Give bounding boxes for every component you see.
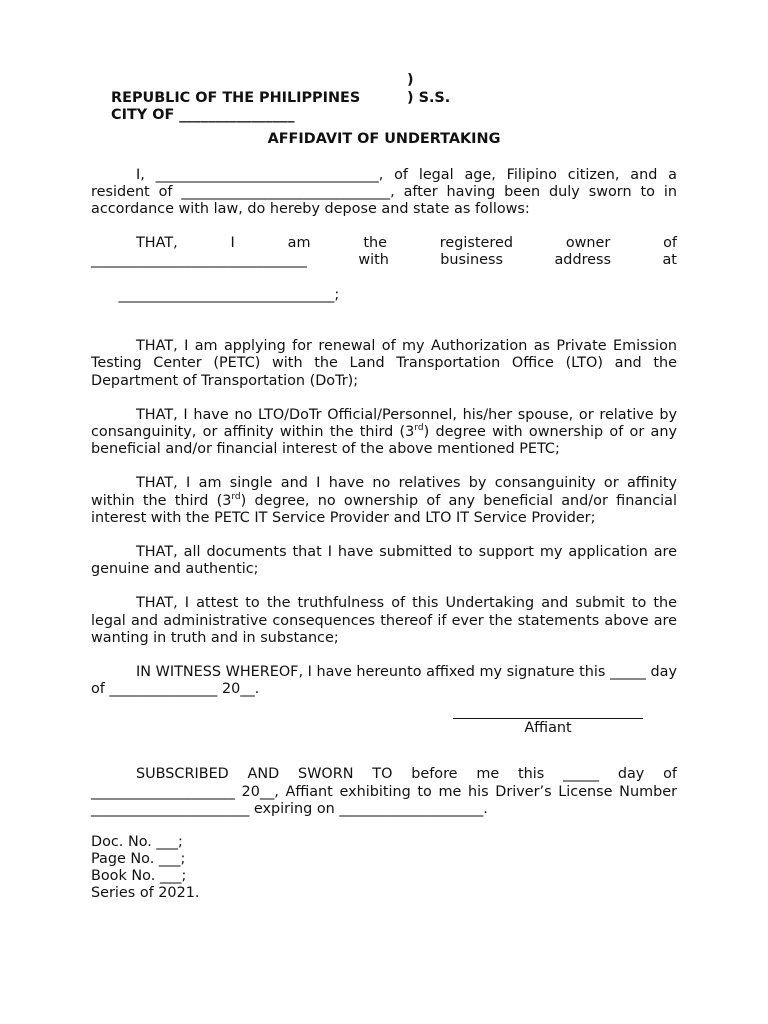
header-republic: REPUBLIC OF THE PHILIPPINES xyxy=(111,89,361,106)
paragraph-subscribed: SUBSCRIBED AND SWORN TO before me this _____ day of ____________________ 20__, Affiant exhibiting to me his Driver’s License Number ______________________ expiring on ____________________. xyxy=(91,766,677,817)
superscript: rd xyxy=(414,423,424,434)
owner-line-1 xyxy=(91,235,677,252)
word: the xyxy=(363,235,387,252)
series-year: Series of 2021. xyxy=(91,884,200,901)
notary-details xyxy=(91,834,677,902)
word: of xyxy=(663,235,677,252)
header-paren-1: ) xyxy=(407,72,414,88)
paragraph-witness: IN WITNESS WHEREOF, I have hereunto affixed my signature this _____ day of _______________ 20__. xyxy=(91,663,677,698)
word: I xyxy=(230,235,235,252)
word: business xyxy=(440,252,504,269)
business-address-blank: ______________________________; xyxy=(118,286,340,303)
header-ss: ) S.S. xyxy=(407,89,451,106)
word: at xyxy=(662,252,677,269)
text: ) degree, no ownership of any beneficial and/or financial interest with the PETC IT Service Provider and LTO IT Service Provider; xyxy=(91,492,677,526)
doc-number: Doc. No. ___; xyxy=(91,833,183,850)
book-number: Book No. ___; xyxy=(91,867,187,884)
header-city: CITY OF ________________ xyxy=(111,107,295,123)
paragraph-documents: THAT, all documents that I have submitted to support my application are genuine and authentic; xyxy=(91,543,677,578)
paragraph-single xyxy=(91,475,677,527)
paragraph-attest: THAT, I attest to the truthfulness of this Undertaking and submit to the legal and administrative consequences thereof if ever the statements above are wanting in truth and in substance; xyxy=(91,595,677,646)
word: address xyxy=(554,252,612,269)
word: THAT, xyxy=(136,235,178,252)
affiant-signature-block xyxy=(91,714,677,766)
paragraph-owner xyxy=(91,235,677,321)
text: THAT, I have no LTO/DoTr Official/Personnel, his/her spouse, or relative by consanguinity, or affinity within the third (3 xyxy=(91,406,677,440)
affiant-label: Affiant xyxy=(524,720,572,737)
superscript: rd xyxy=(231,491,241,502)
paragraph-no-relatives-lto xyxy=(91,407,677,459)
page-number: Page No. ___; xyxy=(91,850,186,867)
text: THAT, I am single and I have no relatives by consanguinity or affinity within the third (3 xyxy=(91,475,677,509)
word: owner xyxy=(565,235,611,252)
header-line-2 xyxy=(91,89,677,123)
owner-line-2 xyxy=(91,252,677,269)
word: with xyxy=(358,252,389,269)
paragraph-intro: I, _______________________________, of legal age, Filipino citizen, and a resident of _____________________________, after having been duly sworn to in accordance with law, do hereby depose and state as follows: xyxy=(91,166,677,217)
paragraph-renewal: THAT, I am applying for renewal of my Authorization as Private Emission Testing Center (PETC) with the Land Transportation Office (LTO) and the Department of Transportation (DoTr); xyxy=(91,338,677,389)
word: registered xyxy=(439,235,513,252)
affidavit-document xyxy=(91,72,677,902)
word: am xyxy=(287,235,311,252)
owner-name-blank: ______________________________ xyxy=(91,252,307,269)
document-title: AFFIDAVIT OF UNDERTAKING xyxy=(267,131,501,147)
signature-line xyxy=(453,718,643,719)
owner-line-3 xyxy=(91,270,677,322)
text: ) degree with ownership of or any beneficial and/or financial interest of the above mentioned PETC; xyxy=(91,423,677,458)
